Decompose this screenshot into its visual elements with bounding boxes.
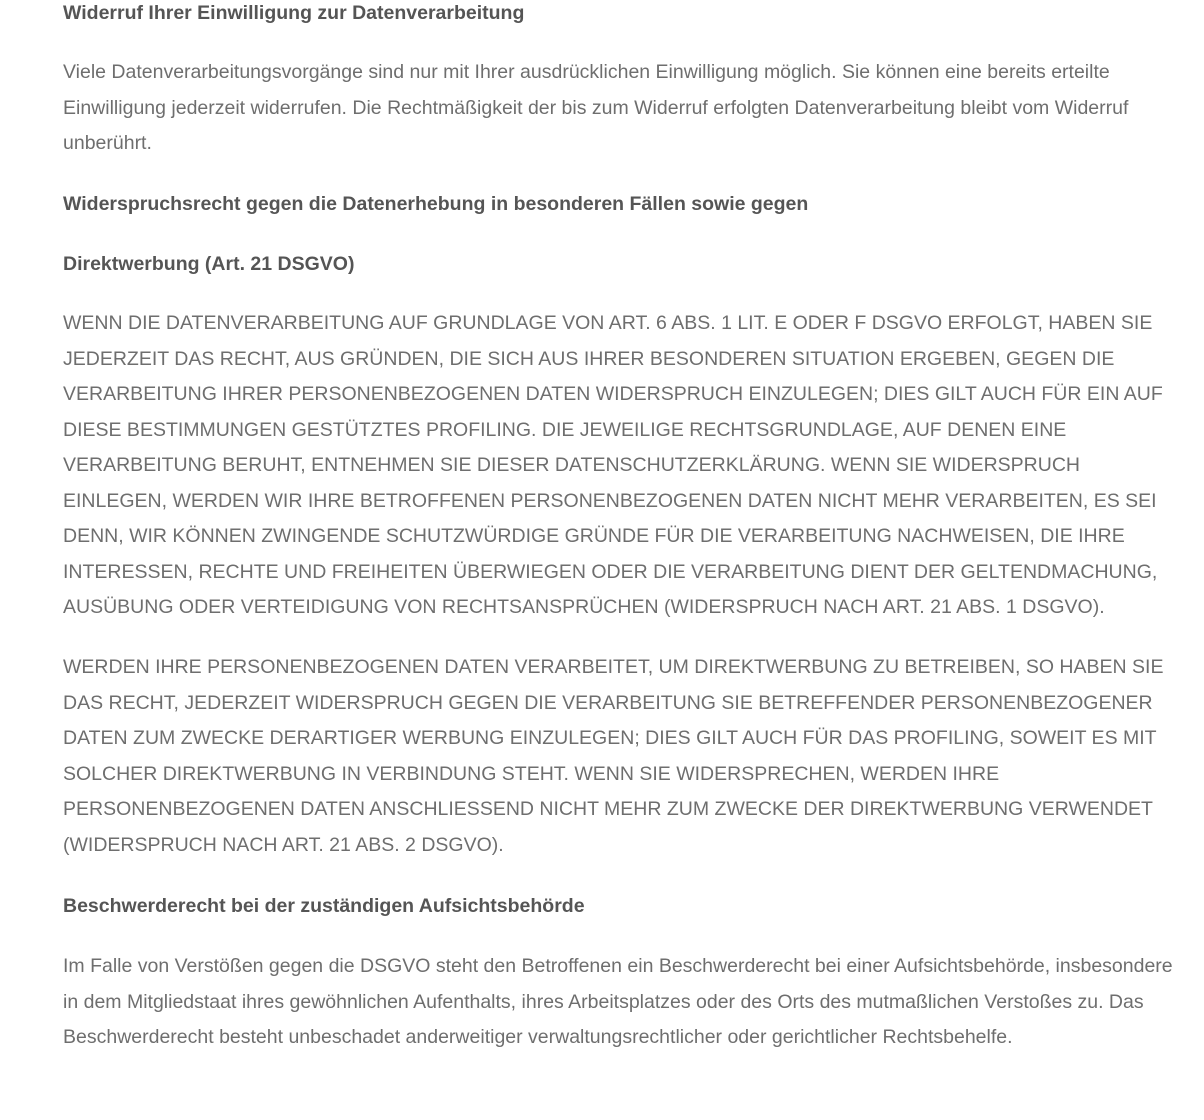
paragraph-widerspruch-art21-abs2: WERDEN IHRE PERSONENBEZOGENEN DATEN VERARBEITET, UM DIREKTWERBUNG ZU BETREIBEN, SO HABEN SIE DAS RECHT, JEDERZEIT WIDERSPRUCH GEGEN DIE VERARBEITUNG SIE BETREFFENDER PERSONENBEZOGENER DATEN ZUM ZWECKE DERARTIGER WERBUNG EINZULEGEN; DIES GILT AUCH FÜR DAS PROFILING, SOWEIT ES MIT SOLCHER DIREKTWERBUNG IN VERBINDUNG STEHT. WENN SIE WIDERSPRECHEN, WERDEN IHRE PERSONENBEZOGENEN DATEN ANSCHLIESSEND NICHT MEHR ZUM ZWECKE DER DIREKTWERBUNG VERWENDET (WIDERSPRUCH NACH ART. 21 ABS. 2 DSGVO). bbox=[63, 656, 1164, 856]
heading-beschwerderecht: Beschwerderecht bei der zuständigen Aufsichtsbehörde bbox=[63, 895, 585, 917]
heading-widerruf: Widerruf Ihrer Einwilligung zur Datenverarbeitung bbox=[63, 2, 525, 24]
heading-direktwerbung: Direktwerbung (Art. 21 DSGVO) bbox=[63, 253, 355, 275]
paragraph-widerruf: Viele Datenverarbeitungsvorgänge sind nur mit Ihrer ausdrücklichen Einwilligung möglich. Sie können eine bereits erteilte Einwilligung jederzeit widerrufen. Die Rechtmäßigkeit der bis zum Widerruf erfolgten Datenverarbeitung bleibt vom Widerruf unberührt. bbox=[63, 61, 1129, 154]
heading-widerspruchsrecht: Widerspruchsrecht gegen die Datenerhebung in besonderen Fällen sowie gegen bbox=[63, 193, 809, 215]
paragraph-beschwerderecht: Im Falle von Verstößen gegen die DSGVO steht den Betroffenen ein Beschwerderecht bei einer Aufsichtsbehörde, insbesondere in dem Mitgliedstaat ihres gewöhnlichen Aufenthalts, ihres Arbeitsplatzes oder des Orts des mutmaßlichen Verstoßes zu. Das Beschwerderecht besteht unbeschadet anderweitiger verwaltungsrechtlicher oder gerichtlicher Rechtsbehelfe. bbox=[63, 955, 1173, 1048]
paragraph-widerspruch-art21-abs1: WENN DIE DATENVERARBEITUNG AUF GRUNDLAGE VON ART. 6 ABS. 1 LIT. E ODER F DSGVO ERFOLGT, HABEN SIE JEDERZEIT DAS RECHT, AUS GRÜNDEN, DIE SICH AUS IHRER BESONDEREN SITUATION ERGEBEN, GEGEN DIE VERARBEITUNG IHRER PERSONENBEZOGENEN DATEN WIDERSPRUCH EINZULEGEN; DIES GILT AUCH FÜR EIN AUF DIESE BESTIMMUNGEN GESTÜTZTES PROFILING. DIE JEWEILIGE RECHTSGRUNDLAGE, AUF DENEN EINE VERARBEITUNG BERUHT, ENTNEHMEN SIE DIESER DATENSCHUTZERKLÄRUNG. WENN SIE WIDERSPRUCH EINLEGEN, WERDEN WIR IHRE BETROFFENEN PERSONENBEZOGENEN DATEN NICHT MEHR VERARBEITEN, ES SEI DENN, WIR KÖNNEN ZWINGENDE SCHUTZWÜRDIGE GRÜNDE FÜR DIE VERARBEITUNG NACHWEISEN, DIE IHRE INTERESSEN, RECHTE UND FREIHEITEN ÜBERWIEGEN ODER DIE VERARBEITUNG DIENT DER GELTENDMACHUNG, AUSÜBUNG ODER VERTEIDIGUNG VON RECHTSANSPRÜCHEN (WIDERSPRUCH NACH ART. 21 ABS. 1 DSGVO). bbox=[63, 312, 1163, 618]
